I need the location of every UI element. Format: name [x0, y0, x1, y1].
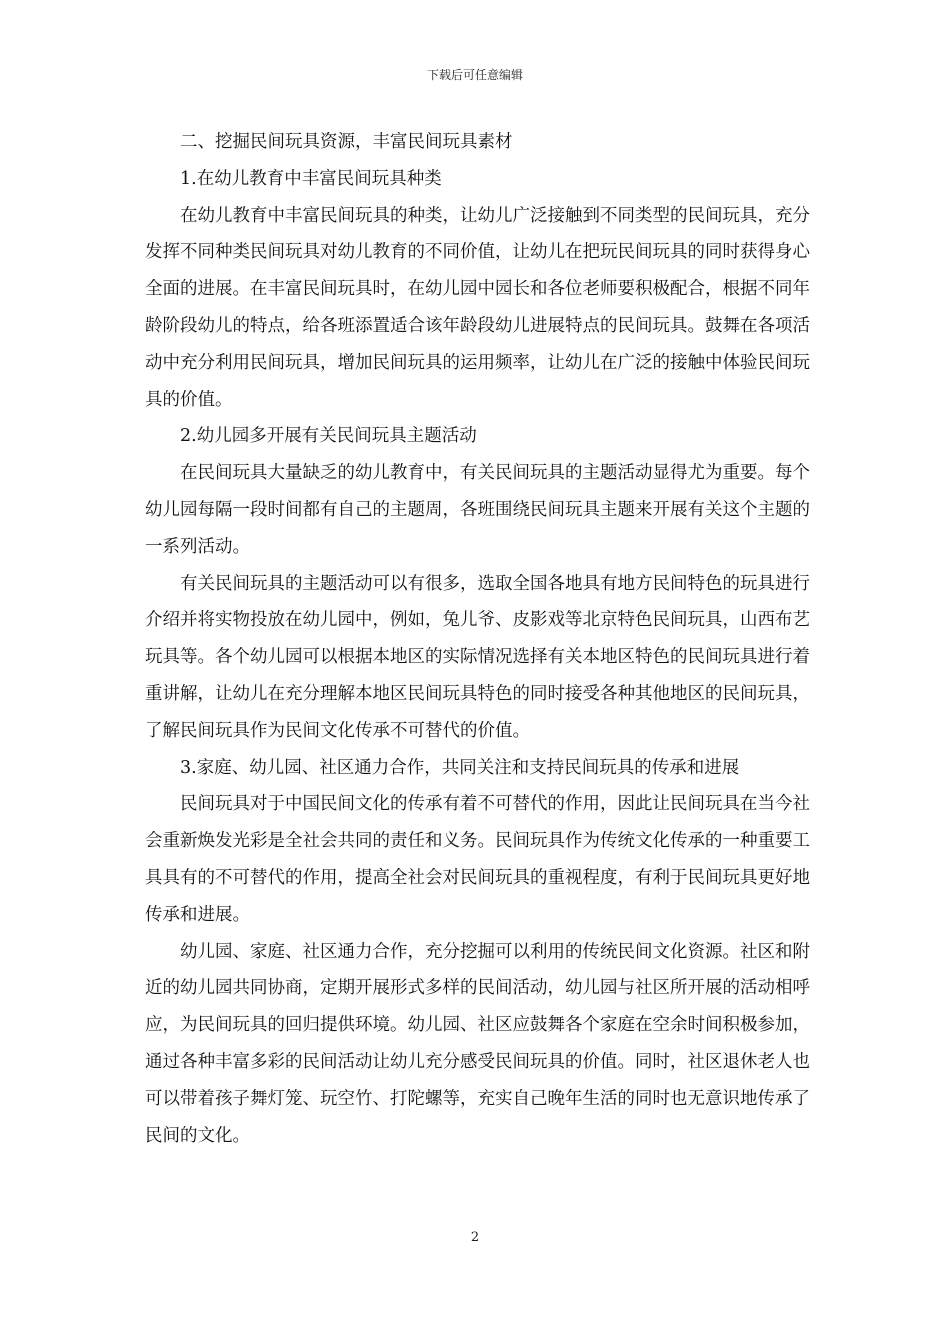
body-paragraph: 幼儿园、家庭、社区通力合作，充分挖掘可以利用的传统民间文化资源。社区和附近的幼儿园共同协商，定期开展形式多样的民间活动，幼儿园与社区所开展的活动相呼应，为民间玩具的回归提供环境。幼儿园、社区应鼓舞各个家庭在空余时间积极参加，通过各种丰富多彩的民间活动让幼儿充分感受民间玩具的价值。同时，社区退休老人也可以带着孩子舞灯笼、玩空竹、打陀螺等，充实自己晚年生活的同时也无意识地传承了民间的文化。 [145, 941, 810, 1146]
subsection-heading-1: 1.在幼儿教育中丰富民间玩具种类 [180, 168, 442, 189]
page-header: 下载后可任意编辑 [426, 68, 523, 82]
document-body [145, 124, 810, 1154]
section-heading: 二、挖掘民间玩具资源，丰富民间玩具素材 [180, 132, 513, 152]
subsection-heading-2: 2.幼儿园多开展有关民间玩具主题活动 [180, 426, 477, 447]
body-paragraph: 民间玩具对于中国民间文化的传承有着不可替代的作用，因此让民间玩具在当今社会重新焕发光彩是全社会共同的责任和义务。民间玩具作为传统文化传承的一种重要工具具有的不可替代的作用，提高全社会对民间玩具的重视程度，有利于民间玩具更好地传承和进展。 [145, 794, 810, 925]
page-number: 2 [470, 1230, 480, 1245]
body-paragraph: 在民间玩具大量缺乏的幼儿教育中，有关民间玩具的主题活动显得尤为重要。每个幼儿园每隔一段时间都有自己的主题周，各班围绕民间玩具主题来开展有关这个主题的一系列活动。 [145, 463, 810, 557]
body-paragraph: 在幼儿教育中丰富民间玩具的种类，让幼儿广泛接触到不同类型的民间玩具，充分发挥不同种类民间玩具对幼儿教育的不同价值，让幼儿在把玩民间玩具的同时获得身心全面的进展。在丰富民间玩具时，在幼儿园中园长和各位老师要积极配合，根据不同年龄阶段幼儿的特点，给各班添置适合该年龄段幼儿进展特点的民间玩具。鼓舞在各项活动中充分利用民间玩具，增加民间玩具的运用频率，让幼儿在广泛的接触中体验民间玩具的价值。 [145, 205, 810, 410]
subsection-heading-3: 3.家庭、幼儿园、社区通力合作，共同关注和支持民间玩具的传承和进展 [180, 757, 740, 778]
body-paragraph: 有关民间玩具的主题活动可以有很多，选取全国各地具有地方民间特色的玩具进行介绍并将实物投放在幼儿园中，例如，兔儿爷、皮影戏等北京特色民间玩具，山西布艺玩具等。各个幼儿园可以根据本地区的实际情况选择有关本地区特色的民间玩具进行着重讲解，让幼儿在充分理解本地区民间玩具特色的同时接受各种其他地区的民间玩具，了解民间玩具作为民间文化传承不可替代的价值。 [145, 573, 810, 741]
